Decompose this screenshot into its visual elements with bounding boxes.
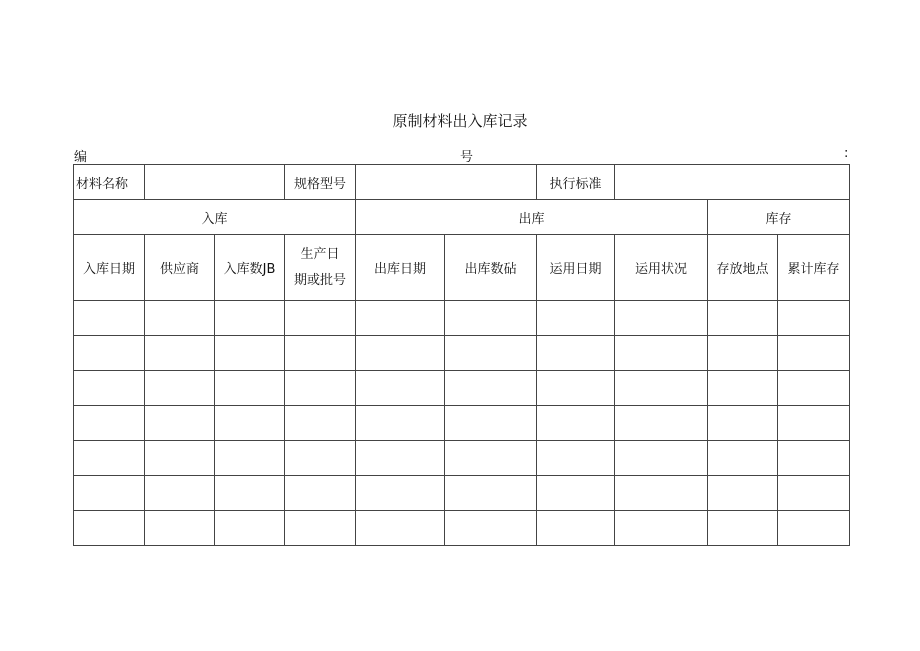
page-title: 原制材料出入库记录	[392, 112, 528, 130]
data-rows	[74, 301, 850, 546]
standard-field[interactable]	[615, 165, 850, 200]
group-header-outbound: 出库	[356, 200, 708, 235]
spec-field[interactable]	[356, 165, 537, 200]
info-row	[74, 165, 850, 200]
table-cell[interactable]	[537, 301, 615, 336]
group-header-inbound: 入库	[74, 200, 356, 235]
col-header-out-qty: 出库数砧	[445, 235, 537, 301]
table-cell[interactable]	[615, 371, 708, 406]
table-cell[interactable]	[537, 476, 615, 511]
table-cell[interactable]	[537, 371, 615, 406]
table-cell[interactable]	[74, 301, 145, 336]
table-cell[interactable]	[615, 301, 708, 336]
group-header-row	[74, 200, 850, 235]
col-header-supplier: 供应商	[145, 235, 215, 301]
table-cell[interactable]	[215, 336, 285, 371]
col-header-in-qty: 入库数JB	[215, 235, 285, 301]
col-header-in-date: 入库日期	[74, 235, 145, 301]
col-header-use-status: 运用状况	[615, 235, 708, 301]
table-cell[interactable]	[74, 476, 145, 511]
table-cell[interactable]	[215, 441, 285, 476]
table-row	[74, 301, 850, 336]
table-cell[interactable]	[285, 371, 356, 406]
table-cell[interactable]	[356, 406, 445, 441]
table-cell[interactable]	[356, 336, 445, 371]
table-cell[interactable]	[445, 371, 537, 406]
serial-label-mid: 号	[460, 150, 474, 165]
table-cell[interactable]	[356, 441, 445, 476]
table-cell[interactable]	[285, 406, 356, 441]
table-cell[interactable]	[778, 476, 850, 511]
table-row	[74, 336, 850, 371]
table-cell[interactable]	[215, 511, 285, 546]
table-cell[interactable]	[356, 476, 445, 511]
table-cell[interactable]	[708, 511, 778, 546]
table-cell[interactable]	[356, 301, 445, 336]
table-cell[interactable]	[445, 406, 537, 441]
col-header-out-date: 出库日期	[356, 235, 445, 301]
table-cell[interactable]	[145, 511, 215, 546]
table-cell[interactable]	[708, 476, 778, 511]
table-cell[interactable]	[215, 301, 285, 336]
serial-label-colon: :	[844, 146, 849, 161]
table-cell[interactable]	[778, 441, 850, 476]
table-row	[74, 406, 850, 441]
table-cell[interactable]	[445, 301, 537, 336]
col-header-cumulative: 累计库存	[778, 235, 850, 301]
table-cell[interactable]	[778, 511, 850, 546]
table-cell[interactable]	[74, 511, 145, 546]
table-cell[interactable]	[215, 406, 285, 441]
table-cell[interactable]	[778, 371, 850, 406]
table-cell[interactable]	[356, 371, 445, 406]
table-row	[74, 511, 850, 546]
table-cell[interactable]	[285, 476, 356, 511]
table-cell[interactable]	[215, 371, 285, 406]
table-cell[interactable]	[445, 476, 537, 511]
column-header-row	[74, 235, 850, 301]
table-cell[interactable]	[778, 301, 850, 336]
table-cell[interactable]	[708, 301, 778, 336]
spec-label: 规格型号	[285, 165, 356, 200]
table-cell[interactable]	[537, 336, 615, 371]
col-header-prod-date-line2: 期或批号	[293, 272, 346, 288]
inventory-record-table	[73, 164, 850, 546]
table-cell[interactable]	[145, 301, 215, 336]
serial-label-left: 编	[74, 150, 88, 165]
table-cell[interactable]	[145, 441, 215, 476]
table-row	[74, 441, 850, 476]
table-cell[interactable]	[145, 371, 215, 406]
table-cell[interactable]	[145, 476, 215, 511]
table-cell[interactable]	[356, 511, 445, 546]
col-header-use-date: 运用日期	[537, 235, 615, 301]
table-row	[74, 476, 850, 511]
serial-number-row	[74, 146, 850, 164]
table-cell[interactable]	[74, 441, 145, 476]
material-name-field[interactable]	[145, 165, 285, 200]
table-cell[interactable]	[445, 511, 537, 546]
col-header-location: 存放地点	[708, 235, 778, 301]
material-name-label: 材料名称	[74, 165, 145, 200]
table-cell[interactable]	[778, 336, 850, 371]
col-header-prod-date-line1: 生产日	[300, 246, 340, 262]
table-cell[interactable]	[615, 476, 708, 511]
table-cell[interactable]	[285, 441, 356, 476]
table-cell[interactable]	[285, 336, 356, 371]
table-row	[74, 371, 850, 406]
table-cell[interactable]	[537, 406, 615, 441]
table-cell[interactable]	[74, 406, 145, 441]
table-cell[interactable]	[708, 441, 778, 476]
table-cell[interactable]	[215, 476, 285, 511]
table-cell[interactable]	[285, 301, 356, 336]
table-cell[interactable]	[708, 336, 778, 371]
table-cell[interactable]	[445, 336, 537, 371]
table-cell[interactable]	[537, 441, 615, 476]
table-cell[interactable]	[778, 406, 850, 441]
table-cell[interactable]	[708, 406, 778, 441]
standard-label: 执行标准	[537, 165, 615, 200]
table-cell[interactable]	[615, 511, 708, 546]
group-header-stock: 库存	[708, 200, 850, 235]
table-cell[interactable]	[615, 406, 708, 441]
table-cell[interactable]	[74, 371, 145, 406]
table-cell[interactable]	[74, 336, 145, 371]
table-cell[interactable]	[445, 441, 537, 476]
table-cell[interactable]	[537, 511, 615, 546]
table-cell[interactable]	[145, 336, 215, 371]
col-header-prod-date	[285, 235, 356, 301]
table-cell[interactable]	[708, 371, 778, 406]
table-cell[interactable]	[615, 441, 708, 476]
table-cell[interactable]	[615, 336, 708, 371]
table-cell[interactable]	[285, 511, 356, 546]
table-cell[interactable]	[145, 406, 215, 441]
